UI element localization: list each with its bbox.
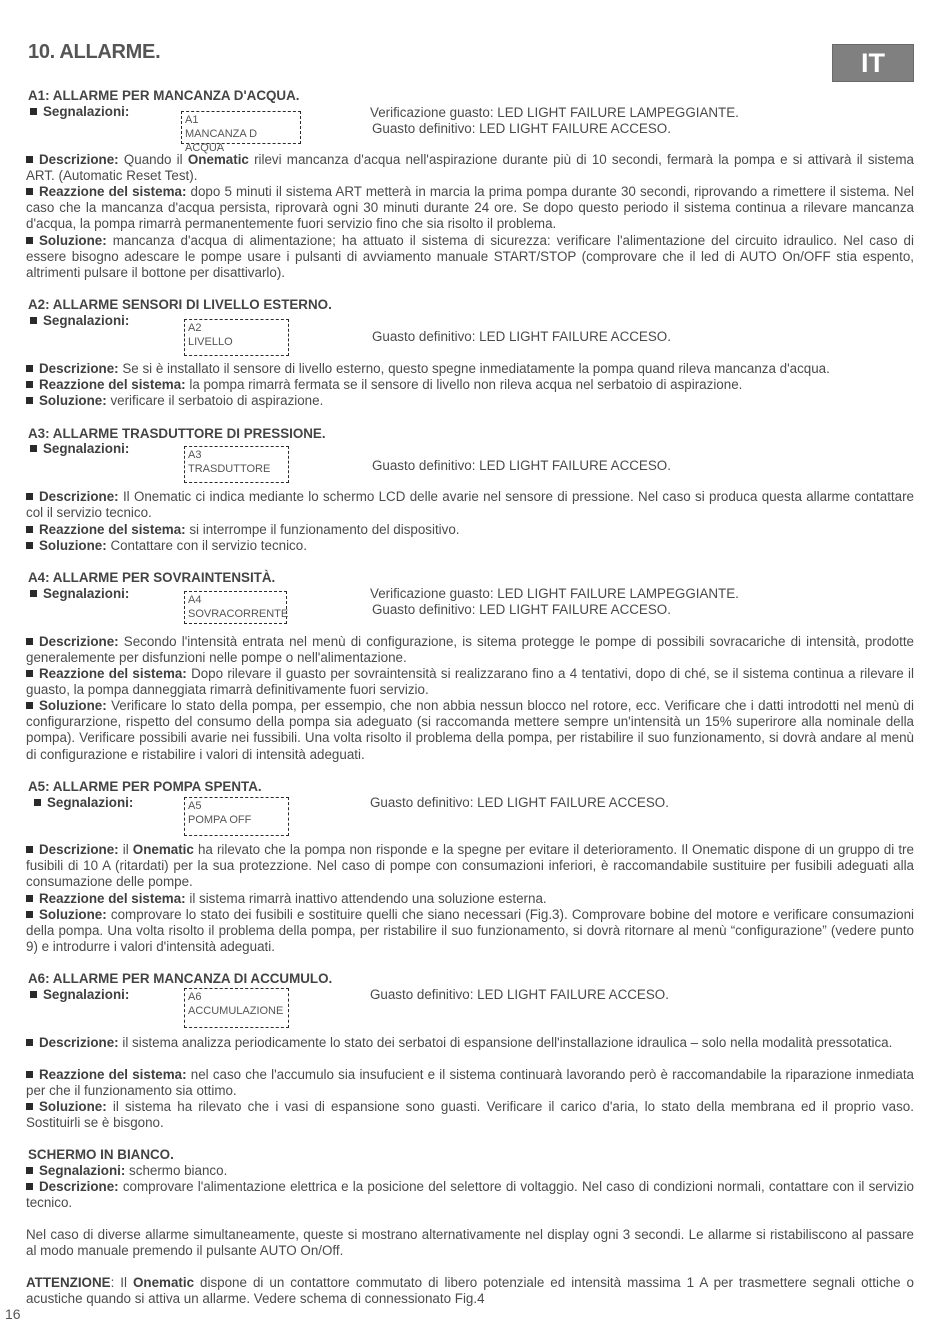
bullet-icon: [26, 1103, 33, 1110]
lcd-text: POMPA OFF: [188, 814, 252, 826]
bullet-icon: [26, 365, 33, 372]
lcd-code: A5: [188, 800, 202, 812]
page-title: 10. ALLARME.: [28, 41, 161, 63]
a2-signals-label: Segnalazioni:: [30, 313, 129, 329]
a2-status: Guasto definitivo: LED LIGHT FAILURE ACCESO.: [372, 329, 671, 344]
a6-description: Descrizione: il sistema analizza periodicamente lo stato dei serbatoi di espansione dell'installazione idraulica – solo nella modalità pressotatica.: [26, 1035, 914, 1051]
bullet-icon: [26, 670, 33, 677]
language-badge: IT: [832, 44, 914, 82]
bullet-icon: [26, 911, 33, 918]
a1-status-2: Guasto definitivo: LED LIGHT FAILURE ACCESO.: [372, 121, 671, 136]
a3-description: Descrizione: Il Onematic ci indica mediante lo schermo LCD delle avarie nel sensore di pressione. Nel caso si produca questa allarme contattare col il servizio tecnico.: [26, 489, 914, 521]
a4-lcd-display: [184, 591, 287, 624]
a6-solution: Soluzione: il sistema ha rilevato che i vasi di espansione sono guasti. Verificare il carico d'aria, lo stato della membrana ed il proprio vaso. Sostituirli se è bisgono.: [26, 1099, 914, 1131]
bullet-icon: [26, 1039, 33, 1046]
a6-reaction: Reazzione del sistema: nel caso che l'accumulo sia insufucient e il sistema continuarà lavorando però è raccomandabile la riparazione inmediata per che il funzionamento sia ottimo.: [26, 1067, 914, 1099]
bullet-icon: [26, 846, 33, 853]
a4-solution: Soluzione: Verificare lo stato della pompa, per essempio, che non abbia nessun blocco nel rotore, ecc. Verificare che i datti introdotti nel menù di configurarzione, rispetto del consumo della pompa sia adeguato (si raccomanda mettere sempre un'intensità un 15% superirore alla nominale della pompa). Verificare possibili avarie nei fussibili. Una volta risolto il problema della pompa, per ristabilire il suo funzionamento, si dovrà andare al menù di configurazione e ristabilire i valori di intensità adeguati.: [26, 698, 914, 762]
bullet-icon: [26, 526, 33, 533]
lcd-code: A3: [188, 449, 202, 461]
bullet-icon: [30, 108, 37, 115]
a4-description: Descrizione: Secondo l'intensità entrata nel menù di configurazione, is sitema protegge le pompe di possibili sovracariche di intensità, prodotte generalemente per disfunzioni nelle pompe o nell'alimentazione.: [26, 634, 914, 666]
a5-signals-label: Segnalazioni:: [34, 795, 133, 811]
page-number: 16: [5, 1306, 21, 1322]
bullet-icon: [26, 638, 33, 645]
bullet-icon: [30, 590, 37, 597]
a5-reaction: Reazzione del sistema: il sistema rimarrà inattivo attendendo una soluzione esterna.: [26, 891, 914, 907]
bullet-icon: [26, 397, 33, 404]
bullet-icon: [34, 799, 41, 806]
lcd-code: A6: [188, 991, 202, 1003]
bullet-icon: [26, 542, 33, 549]
bullet-icon: [26, 1183, 33, 1190]
a3-signals-label: Segnalazioni:: [30, 441, 129, 457]
a1-lcd-display: [181, 111, 301, 154]
bullet-icon: [26, 1071, 33, 1078]
a3-status: Guasto definitivo: LED LIGHT FAILURE ACCESO.: [372, 458, 671, 473]
bullet-icon: [26, 493, 33, 500]
a2-heading: A2: ALLARME SENSORI DI LIVELLO ESTERNO.: [28, 297, 332, 312]
lcd-text: ACCUMULAZIONE: [188, 1005, 284, 1017]
a3-solution: Soluzione: Contattare con il servizio tecnico.: [26, 538, 914, 554]
bullet-icon: [30, 991, 37, 998]
lcd-text: SOVRACORRENTE: [188, 608, 289, 620]
lcd-text: LIVELLO: [188, 336, 233, 348]
bullet-icon: [30, 445, 37, 452]
a5-status: Guasto definitivo: LED LIGHT FAILURE ACCESO.: [370, 795, 669, 810]
a2-lcd-display: [184, 319, 289, 356]
bullet-icon: [26, 156, 33, 163]
attention-note: ATTENZIONE: Il Onematic dispone di un contattore commutato di libero potenziale ed intensità massima 1 A per trasmettere segnali ottiche o acustiche quando si attiva un allarme. Vedere schema di connessionato Fig.4: [26, 1275, 914, 1307]
a1-reaction: Reazzione del sistema: dopo 5 minuti il sistema ART metterà in marcia la prima pompa durante 30 secondi, riprovando a rimettere il sistema. Nel caso che la mancanza d'acqua persista, riprovarà ogni 30 minuti durante 24 ore. Se dopo questo periodo il sistema continua a rilevare mancanza d'acqua, la pompa rimarrà permanentemente fuori servizio fino che sia risolto il problema.: [26, 184, 914, 232]
a1-heading: A1: ALLARME PER MANCANZA D'ACQUA.: [28, 88, 300, 103]
bullet-icon: [26, 237, 33, 244]
a3-reaction: Reazzione del sistema: si interrompe il funzionamento del dispositivo.: [26, 522, 914, 538]
a1-solution: Soluzione: mancanza d'acqua di alimentazione; ha attuato il sistema di sicurezza: verificare l'alimentazione del circuito idraulico. Nel caso di essere bisogno adescare le pompe usare i pulsanti di avviamento manuale START/STOP (comprovare che il led di AUTO On/OFF stia espento, altrimenti pulsare il bottone per disattivarlo).: [26, 233, 914, 281]
a2-description: Descrizione: Se si è installato il sensore di livello esterno, questo spegne inmediatamente la pompa quand rileva mancanza d'acqua.: [26, 361, 914, 377]
bullet-icon: [26, 188, 33, 195]
bullet-icon: [26, 702, 33, 709]
lcd-code: A2: [188, 322, 202, 334]
a4-reaction: Reazzione del sistema: Dopo rilevare il guasto per sovraintensità si realizzarano fino a 4 tentativi, dopo di ché, se il sistema continua a rilevare il guasto, la pompa danneggiata rimarrà definitivamente fuori servizio.: [26, 666, 914, 698]
a2-solution: Soluzione: verificare il serbatoio di aspirazione.: [26, 393, 914, 409]
a5-description: Descrizione: il Onematic ha rilevato che la pompa non risponde e la spegne per evitare il deterioramento. Il Onematic dispone di un gruppo di tre fusibili di 10 A (ritardati) per la sua protezzione. Nel caso di pompe con consumazioni inferiori, è raccomandabile sustituire per fusibili adeguati alla consumazione delle pompe.: [26, 842, 914, 890]
a1-signals-label: Segnalazioni:: [30, 104, 129, 120]
a4-heading: A4: ALLARME PER SOVRAINTENSITÀ.: [28, 570, 276, 585]
blank-screen-description: Descrizione: comprovare l'alimentazione elettrica e la posicione del selettore di voltaggio. Nel caso di condizioni normali, contattare con il servizio tecnico.: [26, 1179, 914, 1211]
a3-heading: A3: ALLARME TRASDUTTORE DI PRESSIONE.: [28, 426, 326, 441]
blank-screen-signals: Segnalazioni: schermo bianco.: [26, 1163, 914, 1179]
a1-status-1: Verificazione guasto: LED LIGHT FAILURE LAMPEGGIANTE.: [370, 105, 739, 120]
a3-lcd-display: [184, 446, 289, 483]
lcd-text: TRASDUTTORE: [188, 463, 271, 475]
lcd-text: MANCANZA D ACQUA: [185, 128, 258, 154]
a6-status: Guasto definitivo: LED LIGHT FAILURE ACCESO.: [370, 987, 669, 1002]
blank-screen-heading: SCHERMO IN BIANCO.: [28, 1147, 174, 1162]
a4-status-2: Guasto definitivo: LED LIGHT FAILURE ACCESO.: [372, 602, 671, 617]
a1-description: Descrizione: Quando il Onematic rilevi mancanza d'acqua nell'aspirazione durante più di 10 secondi, fermarà la pompa e si attivarà il sistema ART. (Automatic Reset Test).: [26, 152, 914, 184]
a6-signals-label: Segnalazioni:: [30, 987, 129, 1003]
a5-solution: Soluzione: comprovare lo stato dei fusibili e sostituire quelli che siano necessari (Fig.3). Comprovare bobine del motore e verificare consumazioni della pompa. Una volta risolto il problema della pompa, per ristabilire il suo funzionamento, si dovrà ritornare al menù “configurazione” (vedere punto 9) e introdurre i valori d'intensità adeguati.: [26, 907, 914, 955]
bullet-icon: [26, 1167, 33, 1174]
a5-heading: A5: ALLARME PER POMPA SPENTA.: [28, 779, 262, 794]
a2-reaction: Reazzione del sistema: la pompa rimarrà fermata se il sensore di livello non rileva acqua nel serbatoio di aspirazione.: [26, 377, 914, 393]
bullet-icon: [26, 895, 33, 902]
bullet-icon: [30, 317, 37, 324]
lcd-code: A1: [185, 114, 199, 126]
a5-lcd-display: [184, 797, 289, 836]
a6-lcd-display: [184, 988, 289, 1028]
lcd-code: A4: [188, 594, 202, 606]
multiple-alarms-note: Nel caso di diverse allarme simultaneamente, queste si mostrano alternativamente nel display ogni 3 secondi. Le allarme si ristabiliscono al passare al modo manuale premendo il pulsante AUTO On/Off.: [26, 1227, 914, 1259]
bullet-icon: [26, 381, 33, 388]
a4-signals-label: Segnalazioni:: [30, 586, 129, 602]
a6-heading: A6: ALLARME PER MANCANZA DI ACCUMULO.: [28, 971, 333, 986]
a4-status-1: Verificazione guasto: LED LIGHT FAILURE LAMPEGGIANTE.: [370, 586, 739, 601]
